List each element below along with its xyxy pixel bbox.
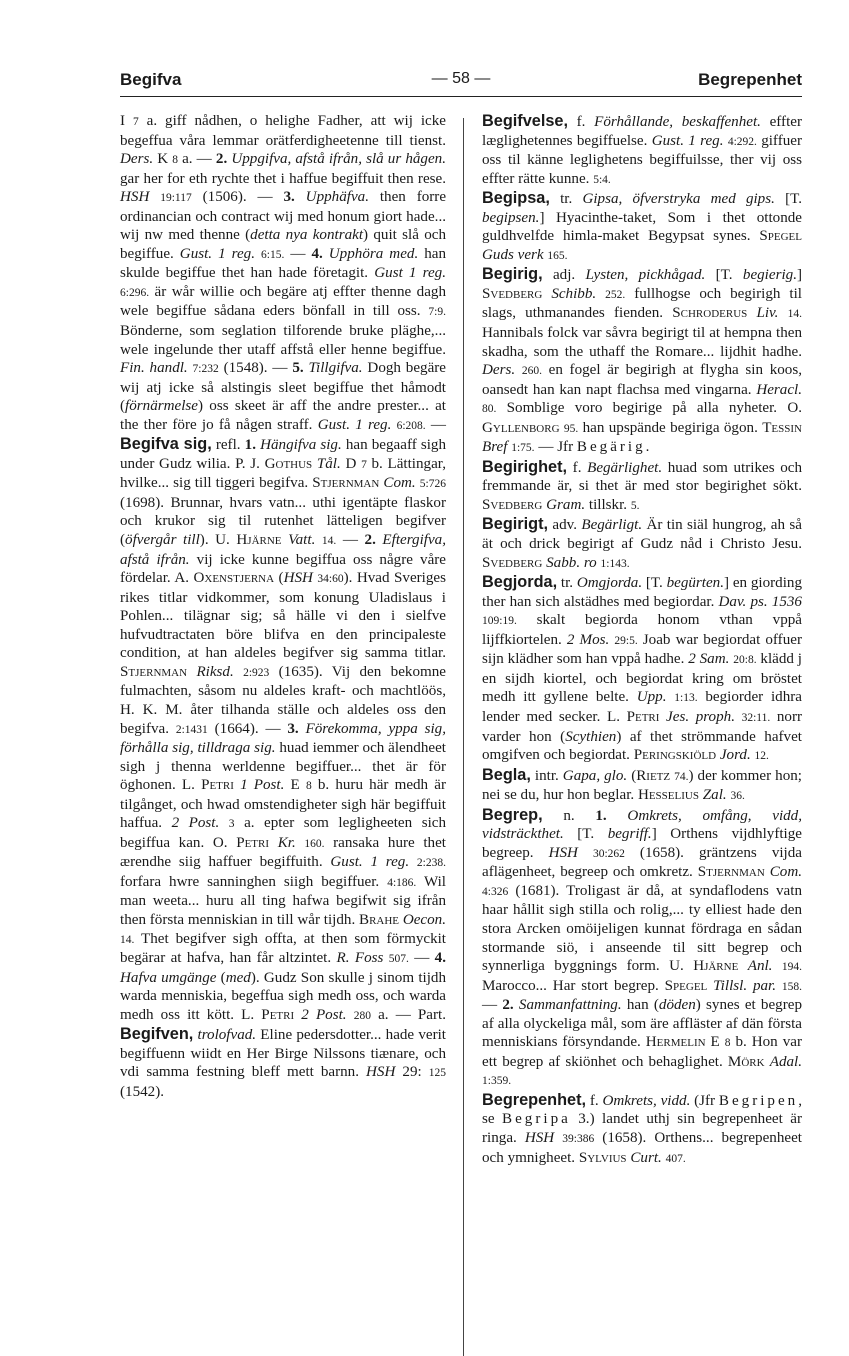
entry-text: (1698). Brunnar, hvars vatn... uthi igentäpte flaskor och krukor sig til rutenhet lätteligen begifver ( xyxy=(120,494,446,549)
entry-text: (Jfr xyxy=(690,1092,719,1109)
italic-text: 2 Post. xyxy=(171,815,220,832)
italic-text: Curt. xyxy=(630,1149,662,1166)
italic-text: Gapa, glo. xyxy=(562,767,628,784)
italic-text: Ders. xyxy=(482,362,516,379)
citation-number: 8 xyxy=(724,1037,731,1050)
header-first-entry: Begifva xyxy=(120,70,182,89)
italic-text: detta nya kontrakt xyxy=(250,227,364,244)
entry-text: a. — Part. xyxy=(370,1006,447,1023)
entry-text: 3.) landet uthj sin begrepenheet är ringa. xyxy=(482,1111,802,1146)
italic-text: Oecon. xyxy=(402,911,446,928)
entry-text xyxy=(607,808,628,824)
italic-text: Guds verk xyxy=(482,246,544,263)
citation-number: 20:8. xyxy=(733,654,757,667)
spaced-reference: Begärig. xyxy=(576,439,653,456)
entry-text: ). Gudz Son skulle j sinom tijdh warda menniskia, begeffua sigh medh oss, och warda medh oss itt kött. L. xyxy=(120,969,446,1023)
citation-number: 125 xyxy=(428,1067,446,1080)
italic-text: Omkrets, omfång, vidd, vidsträckthet. xyxy=(482,807,803,843)
sense-number: 2. xyxy=(502,997,514,1014)
italic-text: 2 Post. xyxy=(301,1006,347,1023)
italic-text: Upphöra med. xyxy=(328,245,419,262)
entry-text: 29: xyxy=(395,1064,429,1081)
sense-number: 4. xyxy=(311,245,323,262)
entry-text: b. Lättingar, hvilke... sig till tiggeri begifva. xyxy=(120,455,446,492)
entry-text: a. epter som legligheeten sich begiffua kan. O. xyxy=(120,815,447,851)
citation-number: 1:143. xyxy=(600,557,630,570)
left-column xyxy=(120,112,446,1101)
entry-text: ( xyxy=(274,570,284,587)
citation-number: 8 xyxy=(172,154,178,167)
entry-text: giffuer oss til känne leglighetens begiffuilsse, ther vij oss effter rätte kunne. xyxy=(482,132,802,187)
entry-text xyxy=(596,286,605,302)
citation-number: 5:4. xyxy=(593,173,611,186)
headword: Begirigt, xyxy=(482,515,549,534)
entry-text: Hannibals folck var såvra begirigt til at hempna then skadha, som the uthaff the Romare... lijdhit hadhe. xyxy=(482,325,802,360)
entry-text: ( xyxy=(216,969,226,986)
entry-text: ) quit slå och begiffue. xyxy=(120,227,447,262)
citation-number: 30:262 xyxy=(592,847,625,860)
italic-text: Liv. xyxy=(756,305,779,322)
author-name: Schroderus xyxy=(672,305,748,322)
header-rule xyxy=(120,96,802,97)
italic-text: HSH xyxy=(283,570,313,587)
entry-text: han ( xyxy=(621,997,659,1014)
italic-text: Scythien xyxy=(565,728,617,745)
entry-text: vij icke kunne begiffua oss någre våre fördelar. A. xyxy=(120,551,446,587)
citation-number: 507. xyxy=(388,953,409,966)
entry-text xyxy=(149,189,160,205)
entry-text: ] Orthens vijdhlyftige begreep. xyxy=(482,826,802,861)
page-number: — 58 — xyxy=(431,70,491,87)
entry-text: intr. xyxy=(530,767,563,784)
entry-text: — xyxy=(425,416,446,433)
entry-text: huad iemmer och älendheet sigh j thenna werldenne begiffuer... thet är för öghonen. L. xyxy=(120,740,446,794)
citation-number: 39:386 xyxy=(562,1132,595,1145)
entry-text: Dogh begäre wij atj icke så alstingis sleet begiffue thet håmodt ( xyxy=(120,360,446,415)
citation-number: 3 xyxy=(228,818,235,831)
right-column xyxy=(482,112,802,1168)
author-name: Svedberg xyxy=(482,496,543,513)
italic-text: Riksd. xyxy=(196,663,234,680)
author-name: Hesselius xyxy=(637,787,699,804)
citation-number: 34:60 xyxy=(317,573,344,586)
italic-text: Lysten, pickhågad. xyxy=(585,267,706,284)
italic-text: Sammanfattning. xyxy=(518,997,622,1014)
author-name: Oxenstjerna xyxy=(193,570,275,587)
italic-text: Com. xyxy=(383,475,416,492)
italic-text: HSH xyxy=(548,844,578,861)
author-name: Svedberg xyxy=(482,554,543,571)
entry-text: effter læglighetennes begiffuelse. xyxy=(482,114,803,149)
entry-text xyxy=(409,854,417,870)
sense-number: 2. xyxy=(364,532,376,549)
entry-text xyxy=(738,958,747,974)
entry-text: — xyxy=(482,997,503,1014)
citation-number: 7:9. xyxy=(428,306,446,319)
author-name: Spegel xyxy=(664,977,708,994)
italic-text: Dav. ps. 1536 xyxy=(718,593,802,610)
entry-text: Wil man weeta... huru all ting hafwa begifwit sig ifrån then första menniskian in till wår tijdh. xyxy=(120,873,446,928)
citation-number: 29:5. xyxy=(614,634,638,647)
entry-text: han upspände begiriga ögon. xyxy=(578,419,763,436)
citation-number: 6:296. xyxy=(120,286,150,299)
headword: Begifvelse, xyxy=(482,112,568,130)
entry-text: a. — xyxy=(178,151,216,168)
entry-text: b. huru här medh är tilgånget, och hwad omstendigheter sigh här begiffuit haffua. xyxy=(120,777,446,832)
citation-number: 95. xyxy=(563,422,579,435)
italic-text: HSH xyxy=(120,189,150,206)
author-name: Tessin xyxy=(762,419,802,436)
italic-text: Gust 1 reg. xyxy=(374,265,446,282)
entry-text: Bönderne, som seglation tilforende bruke pläghe,... wele ingelunde ther utaff affstå eller henne begiffue. xyxy=(120,323,446,358)
citation-number: 194. xyxy=(781,961,802,974)
citation-number: 7:232 xyxy=(192,363,219,376)
entry-text: , se xyxy=(482,1092,802,1128)
citation-number: 14. xyxy=(120,933,135,946)
entry-text xyxy=(735,709,742,725)
dictionary-entry xyxy=(482,1091,802,1168)
sense-number: 4. xyxy=(434,950,446,967)
entry-text: adj. xyxy=(542,267,586,284)
entry-text: — xyxy=(284,245,312,262)
entry-text xyxy=(299,721,306,737)
headword: Begirighet, xyxy=(482,457,568,476)
italic-text: HSH xyxy=(524,1129,555,1146)
italic-text: trolofvad. xyxy=(197,1027,257,1044)
entry-text: I xyxy=(120,113,133,129)
citation-number: 19:117 xyxy=(160,192,192,205)
italic-text: döden xyxy=(658,997,696,1014)
italic-text: Fin. handl. xyxy=(120,360,188,377)
entry-text xyxy=(295,189,306,205)
entry-text: (1542). xyxy=(120,1083,165,1100)
italic-text: Omgjorda. xyxy=(576,575,643,592)
headword: Begrepenhet, xyxy=(482,1090,587,1109)
entry-text: tr. xyxy=(549,191,583,208)
author-name: Hjärne xyxy=(236,532,282,549)
entry-text: E xyxy=(284,777,306,794)
author-name: Peringskiöld xyxy=(633,747,717,764)
citation-number: 2:1431 xyxy=(175,723,208,736)
entry-text: ] xyxy=(796,267,802,284)
italic-text: Begärlighet. xyxy=(587,459,663,476)
entry-text: ) synes et begrep af alla olyckeliga mål, som äre affläster af dän första menniskians försyndande. xyxy=(482,997,802,1051)
sense-number: 2. xyxy=(215,151,228,168)
italic-text: Vatt. xyxy=(288,532,316,549)
entry-text: adv. xyxy=(548,517,582,534)
citation-number: 160. xyxy=(304,837,325,850)
entry-text: ( xyxy=(627,767,637,784)
italic-text: Jord. xyxy=(719,747,751,764)
headword: Begla, xyxy=(482,765,531,784)
citation-number: 7 xyxy=(132,116,139,128)
citation-number: 4:292. xyxy=(727,135,757,148)
headword: Begifven, xyxy=(120,1025,194,1044)
entry-text: refl. xyxy=(211,437,245,454)
italic-text: Eftergifva, afstå ifrån. xyxy=(120,532,446,568)
entry-text: forfara hwre sanninghen siigh begiffuer. xyxy=(120,873,388,890)
headword: Begipsa, xyxy=(482,189,550,208)
entry-text: [T. xyxy=(774,191,802,208)
author-name: Rietz xyxy=(636,767,671,784)
entry-text xyxy=(578,845,593,861)
dictionary-entry xyxy=(482,112,802,189)
citation-number: 32:11. xyxy=(741,711,771,724)
spaced-reference: Begripen xyxy=(718,1092,799,1109)
entry-text: begiorder idhra lender med secker. L. xyxy=(482,689,802,725)
entry-text: är wår willie och begäre atj effter thenne dagh wele begiffue sådana eders bönfall in till oss. xyxy=(120,283,446,320)
citation-number: 74. xyxy=(674,770,689,783)
entry-begifva xyxy=(120,112,446,1101)
entry-text: ). Hvad Sveriges rikes titlar vidkommer, som konung Uladislaus i Pohlen... tilägnar sig; så hälle vi den i sielfve hufvudtractaten böre blifva en den principaleste condition, at han aldeles begifver sig samma titlar. xyxy=(120,570,446,662)
italic-text: HSH xyxy=(366,1064,396,1081)
dictionary-entry xyxy=(482,573,802,765)
citation-number: 7 xyxy=(361,458,367,471)
citation-number: 1:13. xyxy=(674,692,698,705)
entry-text: (1548). — xyxy=(218,360,293,377)
italic-text: 1 Post. xyxy=(240,777,285,794)
italic-text: Tillgifva. xyxy=(308,360,363,377)
citation-number: 12. xyxy=(754,750,769,763)
entry-text: gar her for eth rychte thet i haffue begiffuit then rese. xyxy=(120,170,446,187)
entry-text: Thet begifver sigh offta, at then som förmyckit begärar at hafva, han får altzintet. xyxy=(120,930,446,967)
entry-text: tillskr. xyxy=(585,496,631,513)
italic-text: Jes. proph. xyxy=(666,708,735,725)
author-name: Stjernman xyxy=(697,864,765,881)
entry-text: then forre ordinancian och contract wij med honum giort hade... wij nw med thenne ( xyxy=(120,189,447,244)
entry-text xyxy=(347,1007,354,1023)
entry-text: klädd j en sijdh kiortel, och begiordat kring om bröstet medh itt gyllene belte. xyxy=(482,651,802,706)
citation-number: 252. xyxy=(605,288,626,301)
entry-text: norr varder hon ( xyxy=(482,708,802,745)
italic-text: R. Foss xyxy=(336,950,384,967)
entry-text: K xyxy=(153,151,173,168)
sense-number: 5. xyxy=(292,360,304,377)
italic-text: 2 Mos. xyxy=(566,631,610,648)
italic-text: Schibb. xyxy=(551,285,597,302)
author-name: Petri xyxy=(201,777,234,794)
citation-number: 8 xyxy=(305,780,312,793)
italic-text: Hafva umgänge xyxy=(120,969,217,986)
citation-number: 36. xyxy=(730,790,745,803)
entry-text: n. xyxy=(542,807,596,824)
entry-text: (1635). Vij den bekomne fulmachten, såsom nu aldeles kraft- och machtlöös, H. K. M. åter tilhanda ställe och aldeles oss den begifva. xyxy=(120,663,446,737)
italic-text: Heracl. xyxy=(756,381,802,398)
italic-text: Com. xyxy=(769,864,802,881)
italic-text: Hängifva sig. xyxy=(260,437,342,454)
author-name: Svedberg xyxy=(482,285,543,302)
italic-text: Kr. xyxy=(277,834,296,851)
italic-text: Tål. xyxy=(316,455,341,472)
citation-number: 14. xyxy=(787,308,802,321)
italic-text: Zal. xyxy=(702,787,727,804)
entry-text xyxy=(515,362,522,378)
italic-text: Gram. xyxy=(546,496,586,513)
entry-text xyxy=(234,664,243,680)
entry-text: han skulde begiffue thet han hade företagit. xyxy=(120,245,447,282)
entry-text: Joab war begiordat offuer sijn klädher som han vppå hadhe. xyxy=(482,631,802,668)
entry-text xyxy=(269,835,278,851)
author-name: Hjärne xyxy=(693,958,739,975)
entry-text: fullhogse och begirigh til slags, uthmanandes fienden. xyxy=(482,285,802,322)
entry-text: [T. xyxy=(705,267,743,284)
italic-text: Tillsl. par. xyxy=(713,977,777,994)
citation-number: 5. xyxy=(630,499,640,512)
italic-text: Begärligt. xyxy=(581,517,643,534)
author-name: Hermelin xyxy=(645,1034,706,1051)
entry-text: (1664). — xyxy=(207,720,288,737)
italic-text: Upp. xyxy=(636,689,667,706)
author-name: Stjernman xyxy=(120,663,188,680)
spaced-reference: Begripa xyxy=(502,1111,571,1128)
entry-text xyxy=(772,958,781,974)
entry-text xyxy=(778,305,787,321)
author-name: Petri xyxy=(261,1006,295,1023)
italic-text: Förekomma, yppa sig, förhålla sig, tilldraga sig. xyxy=(120,720,446,757)
headword: Begifva sig, xyxy=(120,435,212,454)
italic-text: öfvergår till xyxy=(125,532,200,549)
italic-text: Förhållande, beskaffenhet. xyxy=(594,114,761,130)
entry-text: f. xyxy=(586,1092,603,1109)
italic-text: Sabb. ro xyxy=(546,554,597,571)
entry-text: [T. xyxy=(563,826,608,843)
entry-text: — xyxy=(336,532,365,549)
citation-number: 165. xyxy=(547,249,568,262)
dictionary-entry xyxy=(482,766,802,806)
italic-text: Bref xyxy=(482,439,508,456)
entry-text: huad som utrikes och fremmande är, si thet är med stor begirighet sökt. xyxy=(482,459,802,495)
italic-text: Adal. xyxy=(769,1053,802,1070)
sense-number: 3. xyxy=(287,720,299,737)
entry-text: E xyxy=(705,1034,725,1051)
italic-text: 2 Sam. xyxy=(688,651,730,668)
entry-text: tr. xyxy=(557,575,577,592)
entry-text: Eline pedersdotter... hade verit begiffuenn wiidt en Her Birge Nilssons tiænare, och vdi samma festning bleff mett barnn. xyxy=(120,1027,447,1081)
italic-text: Omkrets, vidd. xyxy=(602,1092,691,1109)
citation-number: 6:15. xyxy=(261,248,285,261)
sense-number: 3. xyxy=(283,189,295,206)
citation-number: 260. xyxy=(521,365,542,378)
entry-text: (1681). Troligast är då, at syndaflodens vatn haar hållit sigh stilla och rolig,... ty elliest hade den stora Arcken omöijeligen kunnat fördraga en sådan stormande siö, i anseende til sitt begrep och synnerliga byggnings form. U. xyxy=(482,882,802,975)
entry-text xyxy=(542,286,551,302)
italic-text: Gipsa, öfverstryka med gips. xyxy=(582,191,775,208)
italic-text: förnärmelse xyxy=(125,398,198,415)
dictionary-entry xyxy=(482,806,802,1091)
citation-number: 2:238. xyxy=(416,857,446,870)
entry-text: en fogel är begirigh at flygha sin koos, oansedt han kan napt flachsa med vingarna. xyxy=(482,362,803,398)
citation-number: 4:186. xyxy=(387,876,417,889)
italic-text: Upphäfva. xyxy=(305,189,369,206)
entry-text: b. Hon var ett begrep af skiönhet och behaglighet. xyxy=(482,1034,802,1070)
entry-text: ) oss skeet är aff the andre prester... at the ther före jo få någen straff. xyxy=(120,398,446,433)
entry-text: ] en giording ther han sich alstädhes med begiordar. xyxy=(482,575,802,610)
italic-text: Ders. xyxy=(120,151,154,168)
author-name: Petri xyxy=(626,708,660,725)
author-name: Petri xyxy=(236,834,270,851)
citation-number: 2:923 xyxy=(243,666,270,679)
sense-number: 1. xyxy=(244,437,256,454)
dictionary-entry xyxy=(482,458,802,516)
sense-number: 1. xyxy=(595,807,607,824)
author-name: Spegel xyxy=(759,228,802,245)
italic-text: begriff. xyxy=(607,826,652,843)
entry-text: — xyxy=(408,950,435,967)
header-last-entry: Begrepenhet xyxy=(698,70,802,89)
citation-number: 80. xyxy=(482,403,497,416)
citation-number: 109:19. xyxy=(482,615,517,628)
entry-text: D xyxy=(340,455,362,472)
entry-text: Marocco... Har stort begrep. xyxy=(482,977,665,994)
entry-text: f. xyxy=(567,114,595,130)
entry-text: ). U. xyxy=(199,532,237,549)
entry-text: a. giff nådhen, o helighe Fadher, att wij icke begeffua våra lemmar orätferdigheetenne till tienst. xyxy=(120,113,446,149)
entry-text: — Jfr xyxy=(534,439,577,456)
column-divider xyxy=(463,118,464,1356)
entry-text: Är tin siäl hungrog, ah så ät och drick begirigt af Gudz nåd i Christo Jesu. xyxy=(482,517,802,553)
citation-number: 407. xyxy=(665,1152,686,1165)
headword: Begjorda, xyxy=(482,573,558,592)
entry-text: ) der kommer hon; nei se du, hur hon beglar. xyxy=(482,767,802,804)
italic-text: begipsen. xyxy=(482,209,540,226)
italic-text: begierig. xyxy=(742,267,797,284)
author-name: Gothus xyxy=(264,455,313,472)
entry-text: [T. xyxy=(642,575,667,592)
dictionary-entry xyxy=(482,265,802,457)
citation-number: 1:75. xyxy=(511,442,535,455)
entry-text: f. xyxy=(567,459,588,476)
entry-text xyxy=(219,815,229,831)
citation-number: 4:326 xyxy=(482,885,509,898)
citation-number: 280 xyxy=(353,1009,371,1022)
citation-number: 6:208. xyxy=(396,419,426,432)
author-name: Gyllenborg xyxy=(482,419,560,436)
headword: Begrep, xyxy=(482,805,543,824)
dictionary-entry xyxy=(482,189,802,265)
entry-text: Somblige voro begirige på alla nyheter. O. xyxy=(496,400,802,417)
author-name: Stjernman xyxy=(312,475,380,492)
italic-text: Anl. xyxy=(747,958,773,975)
running-header xyxy=(120,64,802,94)
dictionary-entry xyxy=(482,515,802,573)
entry-text: (1658). Orthens... begrepenheet och ymnigheet. xyxy=(482,1129,802,1166)
entry-text: ] Hyacinthe-taket, Som i thet ottonde guldhvelfde himla-maket Begypsat synes. xyxy=(482,209,802,245)
entry-text: (1658). gräntzens vijda aflägenheet, begreep och omkretz. xyxy=(482,844,802,881)
citation-number: 1:359. xyxy=(482,1075,512,1088)
entry-text: skalt begiorda honom vthan vppå lijffkiortelen. xyxy=(482,612,802,648)
entry-text: ransaka hure thet ærendhe siig haffuer begiffuith. xyxy=(120,834,446,871)
entry-text: ) af thet strömmande hafvet omgifven och begiordat. xyxy=(482,728,802,764)
author-name: Brahe xyxy=(359,911,400,928)
italic-text: Gust. 1 reg. xyxy=(651,132,724,149)
citation-number: 14. xyxy=(321,535,337,548)
italic-text: Gust. 1 reg. xyxy=(330,854,410,871)
italic-text: med xyxy=(225,969,251,986)
author-name: Sylvius xyxy=(578,1149,627,1166)
italic-text: begürten. xyxy=(666,575,725,592)
italic-text: Gust. 1 reg. xyxy=(179,245,255,262)
citation-number: 158. xyxy=(781,980,803,993)
entry-text: han begaaff sigh under Gudz wilia. P. J. xyxy=(120,437,446,472)
italic-text: Uppgifva, afstå ifrån, slå ur hågen. xyxy=(231,151,446,168)
headword: Begirig, xyxy=(482,265,543,284)
author-name: Mörk xyxy=(727,1053,765,1070)
citation-number: 5:726 xyxy=(419,478,446,491)
entry-text: (1506). — xyxy=(191,189,284,206)
italic-text: Gust. 1 reg. xyxy=(317,416,392,433)
